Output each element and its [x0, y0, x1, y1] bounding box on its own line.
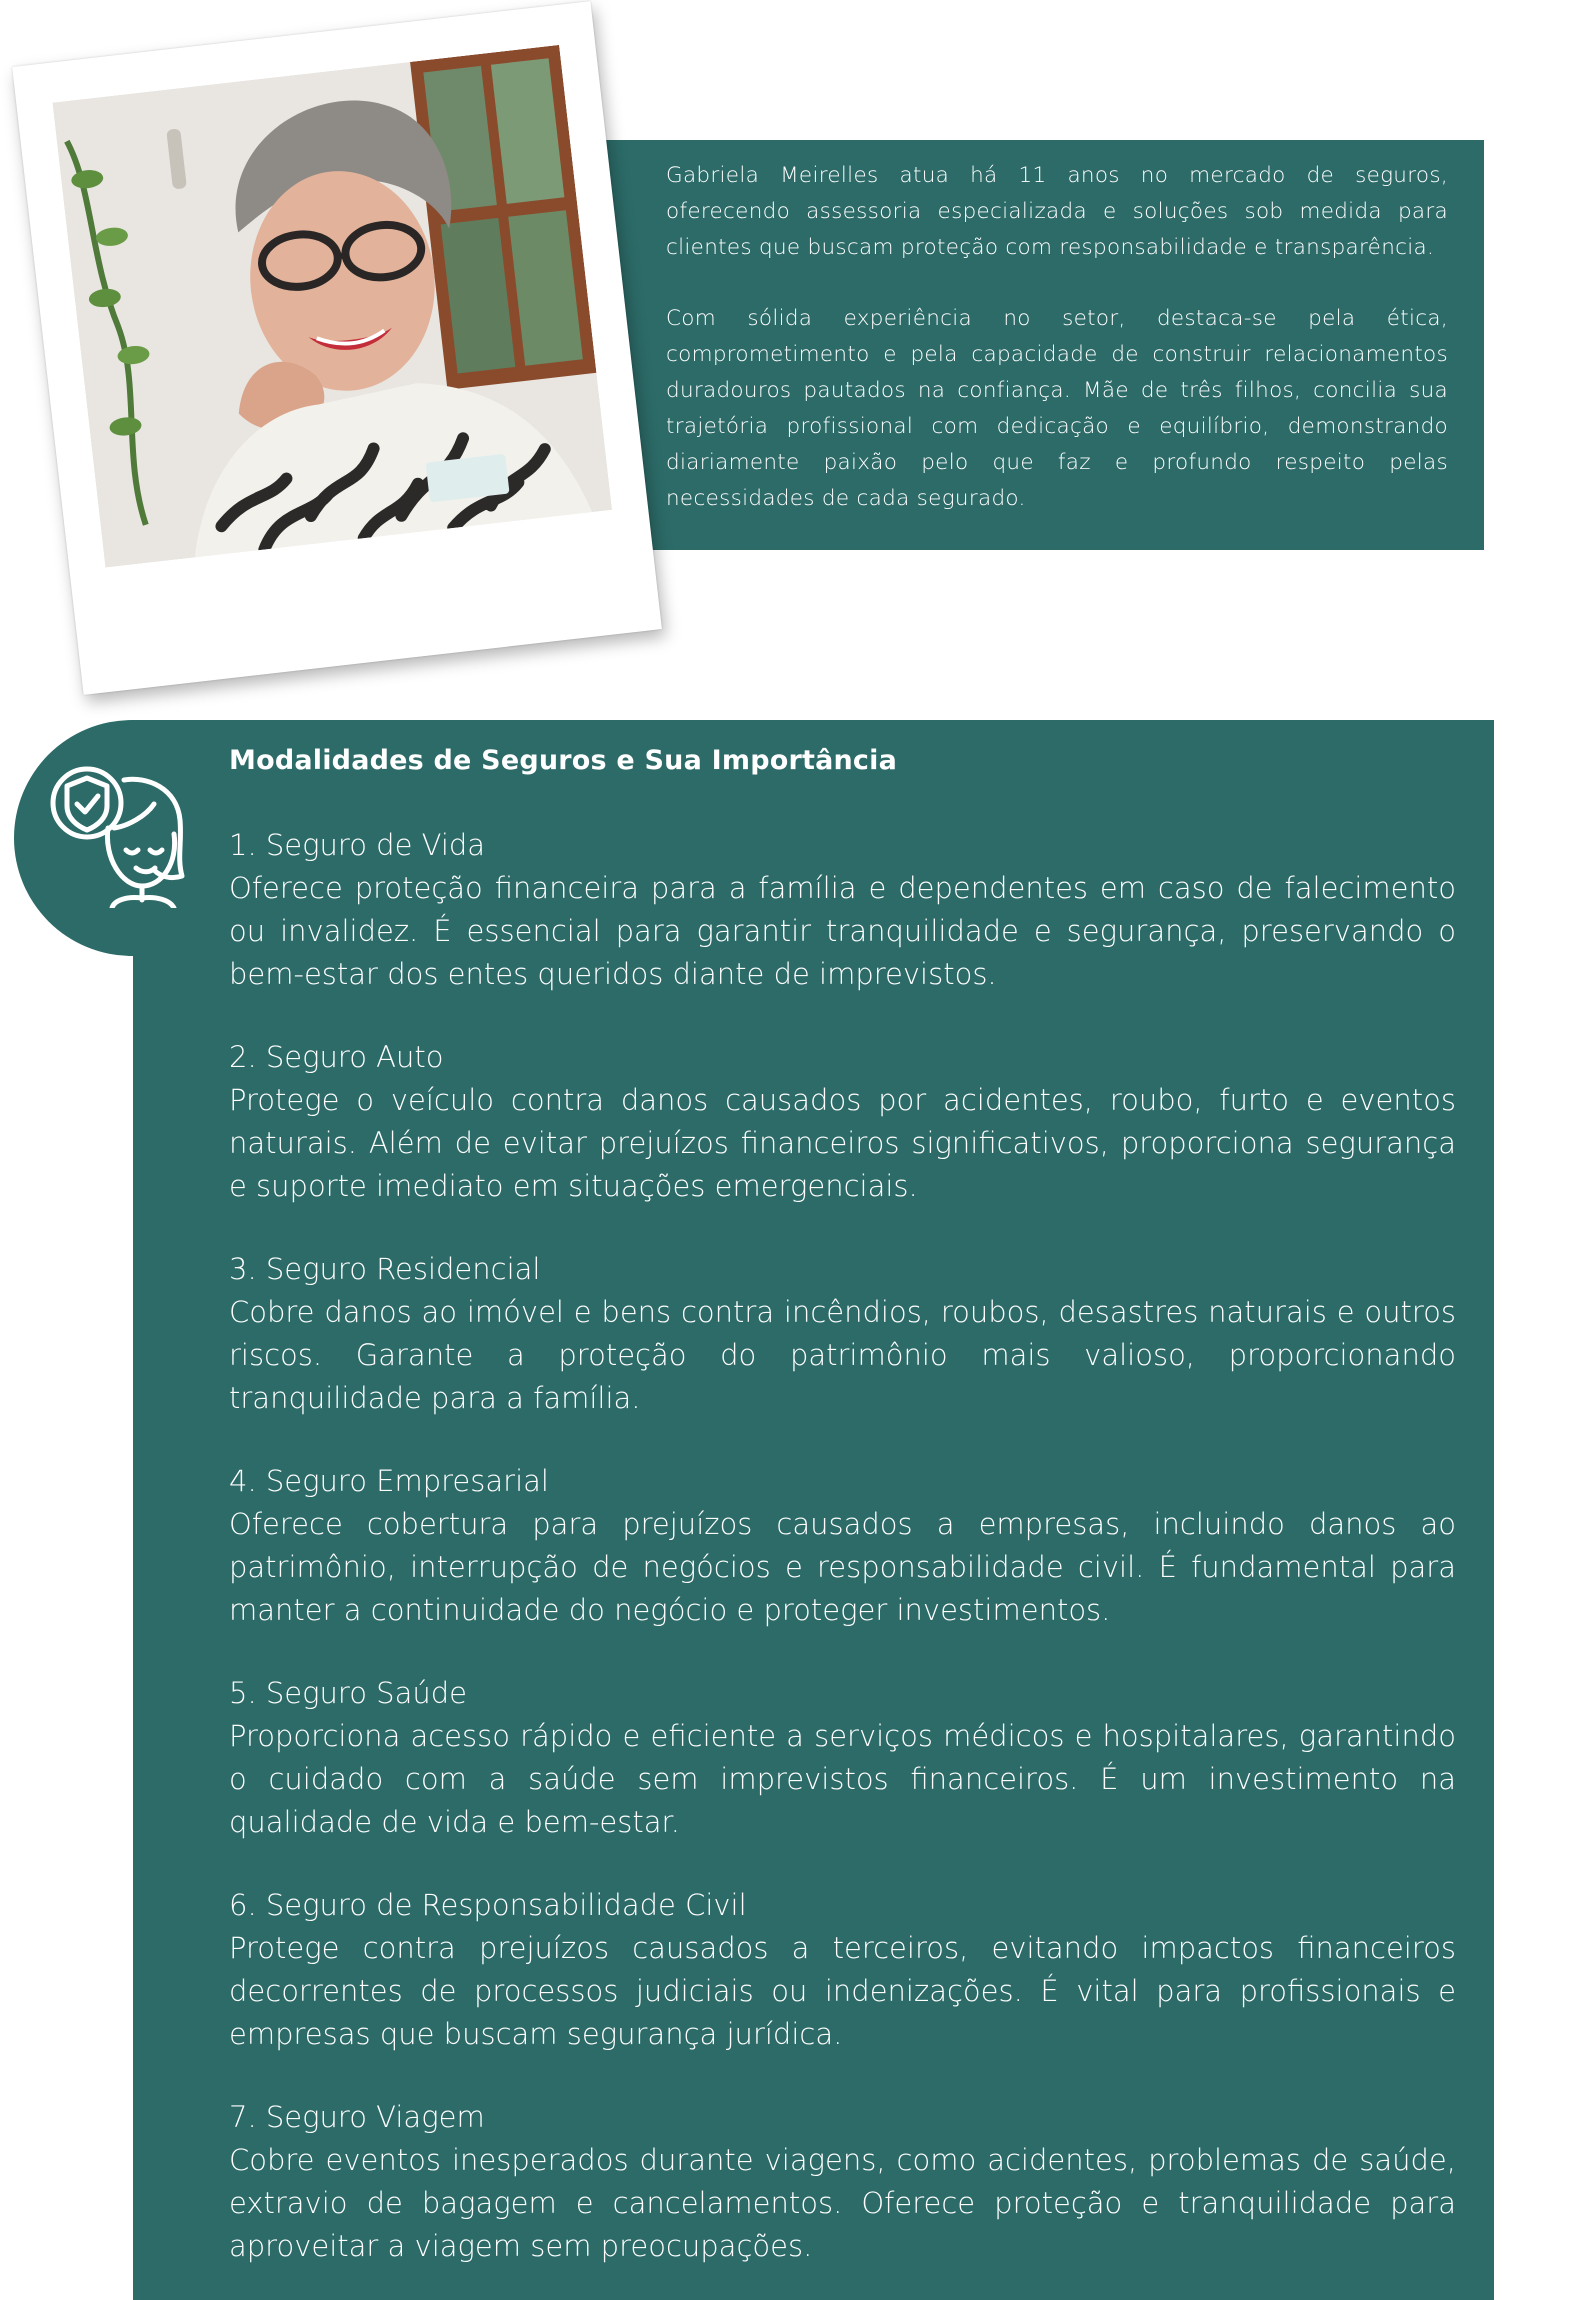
item-title: 3. Seguro Residencial — [229, 1252, 541, 1286]
insurance-item-1 — [229, 824, 1456, 996]
insurance-item-7 — [229, 2096, 1456, 2268]
bio-panel — [564, 140, 1484, 550]
item-description: Oferece proteção financeira para a família e dependentes em caso de falecimento ou invalidez. É essencial para garantir tranquilidade e segurança, preservando o bem-estar dos entes queridos diante de imprevistos. — [229, 871, 1456, 991]
insurance-item-5 — [229, 1672, 1456, 1844]
item-description: Cobre danos ao imóvel e bens contra incêndios, roubos, desastres naturais e outros riscos. Garante a proteção do patrimônio mais valioso, proporcionando tranquilidade para a família. — [229, 1295, 1456, 1415]
bio-paragraph-2: Com sólida experiência no setor, destaca-se pela ética, comprometimento e pela capacidade de construir relacionamentos duradouros pautados na confiança. Mãe de três filhos, concilia sua trajetória profissional com dedicação e equilíbrio, demonstrando diariamente paixão pelo que faz e profundo respeito pelas necessidades de cada segurado. — [666, 306, 1448, 511]
item-title: 1. Seguro de Vida — [229, 828, 486, 862]
bio-paragraph-1: Gabriela Meirelles atua há 11 anos no mercado de seguros, oferecendo assessoria especializada e soluções sob medida para clientes que buscam proteção com responsabilidade e transparência. — [666, 163, 1448, 260]
insurance-item-4 — [229, 1460, 1456, 1632]
item-description: Cobre eventos inesperados durante viagens, como acidentes, problemas de saúde, extravio de bagagem e cancelamentos. Oferece proteção e tranquilidade para aproveitar a viagem sem preocupações. — [229, 2143, 1456, 2263]
insurance-item-3 — [229, 1248, 1456, 1420]
item-description: Proporciona acesso rápido e eficiente a serviços médicos e hospitalares, garantindo o cuidado com a saúde sem imprevistos financeiros. É um investimento na qualidade de vida e bem-estar. — [229, 1719, 1456, 1839]
section-title: Modalidades de Seguros e Sua Importância — [229, 745, 898, 776]
polaroid-frame — [12, 1, 662, 695]
item-title: 7. Seguro Viagem — [229, 2100, 485, 2134]
insurance-item-6 — [229, 1884, 1456, 2056]
item-title: 2. Seguro Auto — [229, 1040, 444, 1074]
item-description: Oferece cobertura para prejuízos causados a empresas, incluindo danos ao patrimônio, interrupção de negócios e responsabilidade civil. É fundamental para manter a continuidade do negócio e proteger investimentos. — [229, 1507, 1456, 1627]
portrait-photo — [52, 45, 612, 568]
item-description: Protege o veículo contra danos causados por acidentes, roubo, furto e eventos naturais. Além de evitar prejuízos financeiros significativos, proporciona segurança e suporte imediato em situações emergenciais. — [229, 1083, 1456, 1203]
portrait-illustration — [52, 45, 612, 568]
insurance-item-2 — [229, 1036, 1456, 1208]
item-title: 4. Seguro Empresarial — [229, 1464, 549, 1498]
icon-badge — [14, 720, 264, 956]
shield-person-icon — [42, 758, 202, 908]
item-description: Protege contra prejuízos causados a terceiros, evitando impactos financeiros decorrentes de processos judiciais ou indenizações. É vital para profissionais e empresas que buscam segurança jurídica. — [229, 1931, 1456, 2051]
item-title: 5. Seguro Saúde — [229, 1676, 467, 1710]
item-title: 6. Seguro de Responsabilidade Civil — [229, 1888, 747, 1922]
insurance-content — [229, 738, 1456, 2268]
